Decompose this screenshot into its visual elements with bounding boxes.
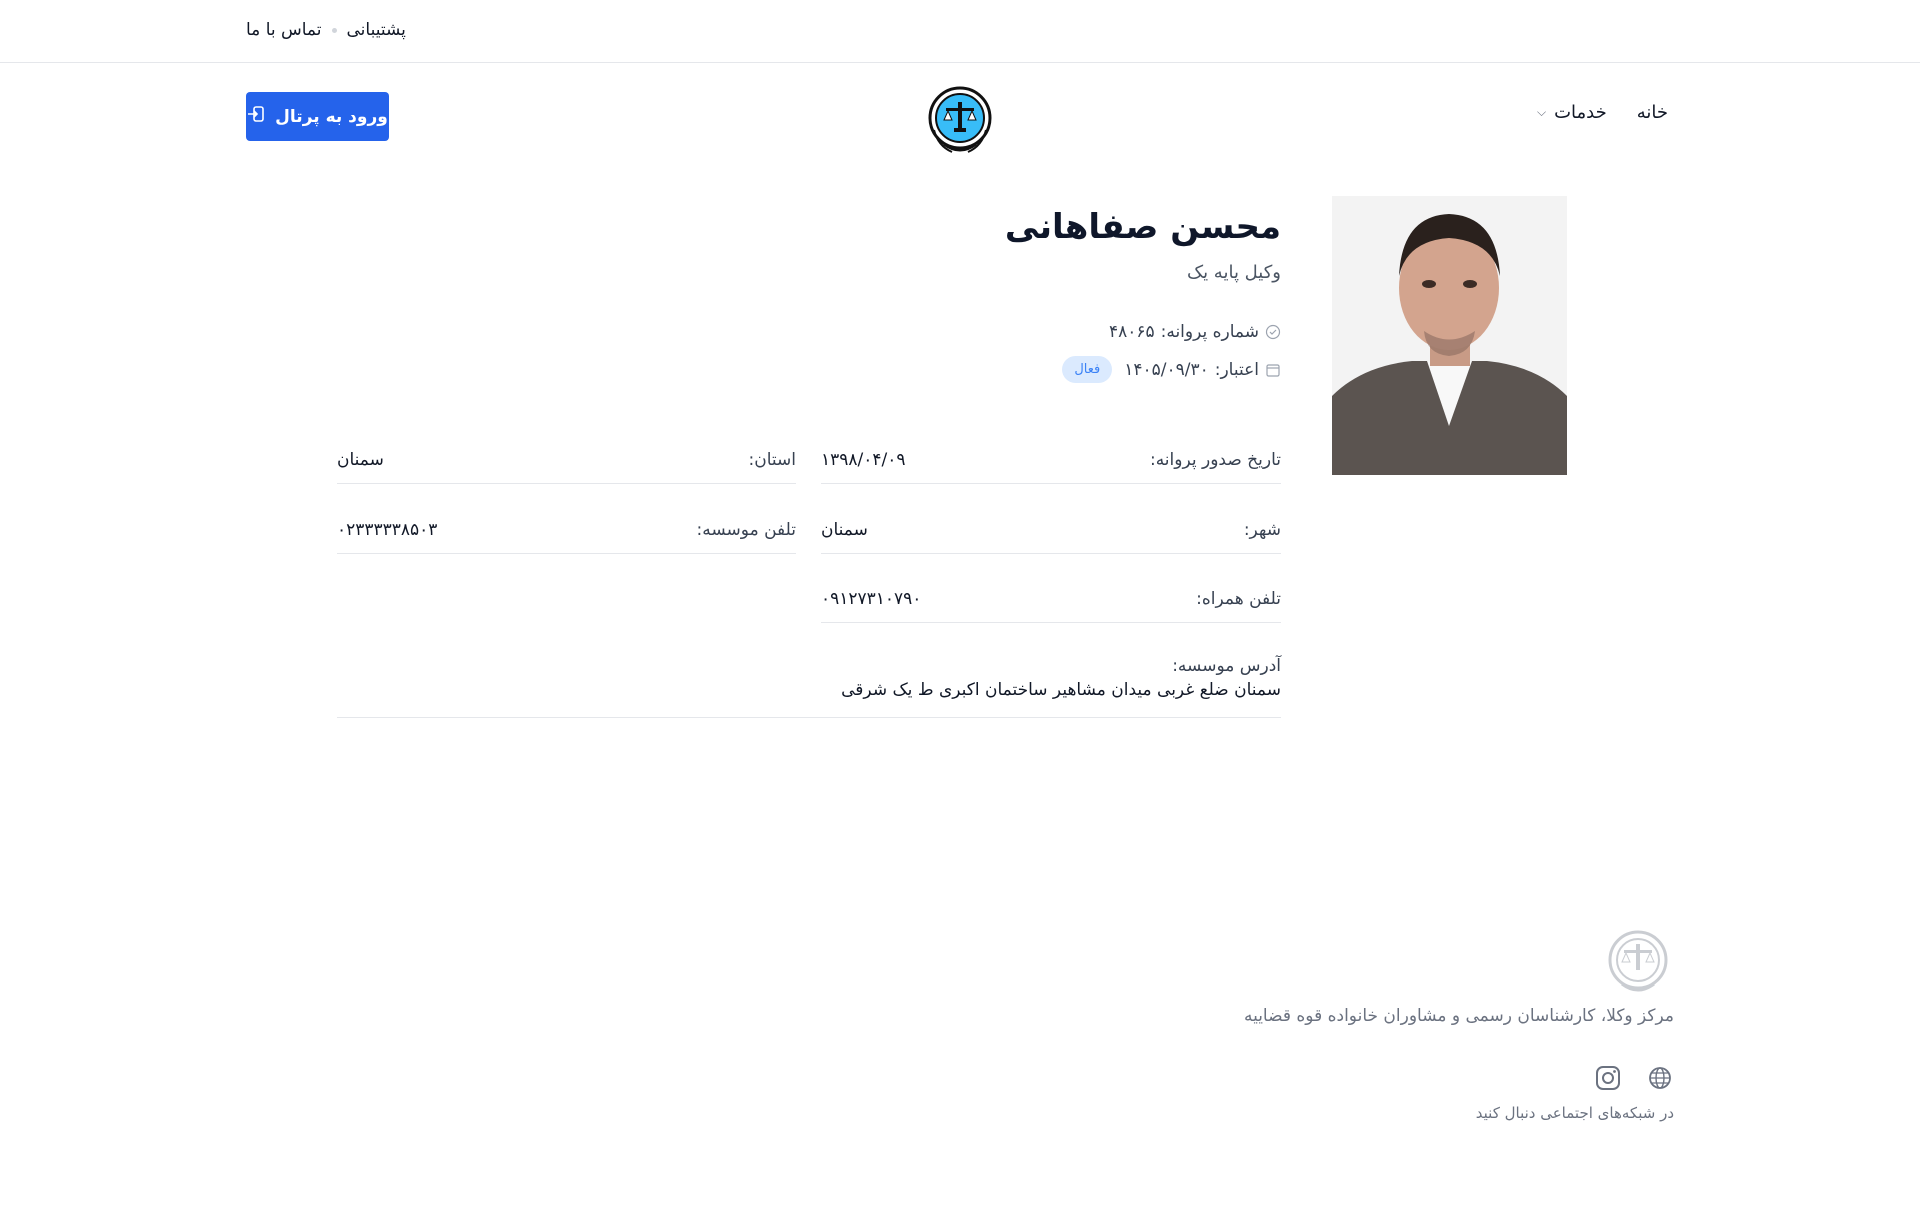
web-icon[interactable] — [1646, 1064, 1674, 1092]
address-value: سمنان ضلع غربی میدان مشاهیر ساختمان اکبری ط یک شرقی — [841, 680, 1281, 700]
top-bar — [0, 0, 1920, 63]
address-field — [337, 656, 1281, 718]
license-label: شماره پروانه: — [1160, 322, 1259, 342]
support-link[interactable]: پشتیبانی — [346, 20, 406, 40]
main-nav — [1537, 102, 1668, 123]
validity-date: ۱۴۰۵/۰۹/۳۰ — [1124, 359, 1209, 380]
check-circle-icon — [1265, 324, 1281, 340]
portal-login-label: ورود به پرتال — [275, 106, 388, 127]
nav-home[interactable] — [1637, 102, 1668, 123]
issue-date-field — [821, 436, 1281, 484]
nav-services[interactable] — [1537, 102, 1607, 123]
footer-org-title: مرکز وکلا، کارشناسان رسمی و مشاوران خانواده قوه قضاییه — [1243, 1006, 1674, 1026]
lawyer-title: وکیل پایه یک — [1186, 262, 1281, 283]
header — [0, 64, 1920, 170]
nav-home-label: خانه — [1636, 102, 1668, 123]
province-field — [337, 436, 796, 484]
city-value: سمنان — [821, 519, 868, 540]
validity-label: اعتبار: — [1214, 359, 1259, 380]
issue-date-label: تاریخ صدور پروانه: — [1149, 449, 1281, 470]
office-phone-label: تلفن موسسه: — [696, 519, 796, 540]
status-badge: فعال — [1062, 356, 1112, 383]
province-value: سمنان — [337, 449, 384, 470]
chevron-down-icon: ⌵ — [1536, 105, 1547, 119]
mobile-label: تلفن همراه: — [1196, 588, 1281, 609]
office-phone-field — [337, 506, 796, 554]
license-row — [1109, 322, 1281, 342]
mobile-field — [821, 575, 1281, 623]
license-number: ۴۸۰۶۵ — [1108, 322, 1155, 342]
lawyer-photo — [1332, 196, 1567, 475]
city-label: شهر: — [1243, 519, 1281, 540]
address-label: آدرس موسسه: — [1172, 656, 1281, 676]
separator-dot — [332, 28, 337, 33]
office-phone-value: ۰۲۳۳۳۳۳۸۵۰۳ — [337, 519, 438, 540]
contact-link[interactable]: تماس با ما — [246, 20, 322, 40]
lawyer-name: محسن صفاهانی — [1004, 207, 1281, 247]
issue-date-value: ۱۳۹۸/۰۴/۰۹ — [821, 449, 906, 470]
nav-services-label: خدمات — [1554, 102, 1607, 123]
footer-logo — [1604, 926, 1672, 996]
city-field — [821, 506, 1281, 554]
validity-row — [1062, 356, 1281, 383]
top-links — [246, 20, 406, 40]
portal-login-button[interactable] — [246, 92, 389, 141]
calendar-icon — [1265, 362, 1281, 378]
judiciary-logo[interactable] — [924, 82, 996, 158]
province-label: استان: — [748, 449, 796, 470]
mobile-value: ۰۹۱۲۷۳۱۰۷۹۰ — [821, 588, 922, 609]
footer-follow-text: در شبکه‌های اجتماعی دنبال کنید — [1475, 1104, 1674, 1122]
social-links — [1594, 1064, 1674, 1092]
login-icon — [247, 105, 265, 128]
instagram-icon[interactable] — [1594, 1064, 1622, 1092]
